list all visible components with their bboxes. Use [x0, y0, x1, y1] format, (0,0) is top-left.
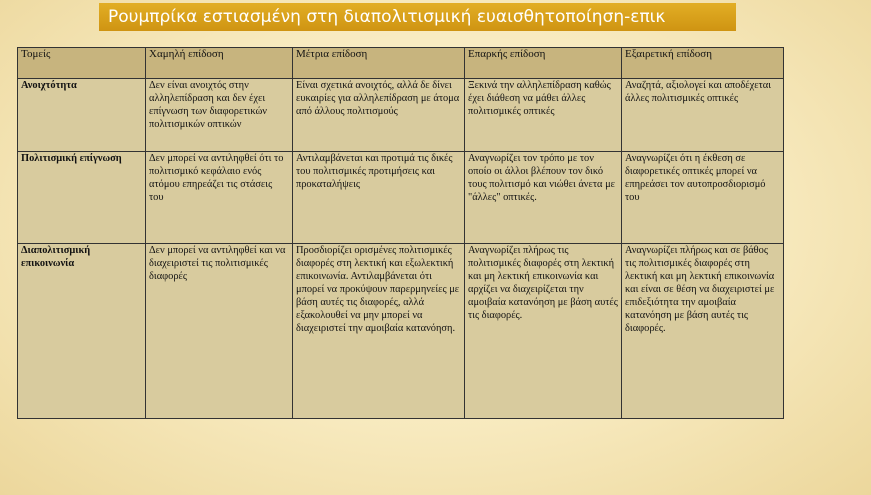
excellent-performance-cell: Αναζητά, αξιολογεί και αποδέχεται άλλες πολιτισμικές οπτικές	[622, 79, 784, 152]
adequate-performance-cell: Αναγνωρίζει πλήρως τις πολιτισμικές διαφορές στη λεκτική και μη λεκτική επικοινωνία και αρχίζει να διαχειρίζεται την αμοιβαία κατανόηση με βάση αυτές τις διαφορές.	[465, 244, 622, 419]
low-performance-cell: Δεν είναι ανοιχτός στην αλληλεπίδραση και δεν έχει επίγνωση των διαφορετικών πολιτισμικών οπτικών	[146, 79, 293, 152]
medium-performance-cell: Είναι σχετικά ανοιχτός, αλλά δε δίνει ευκαιρίες για αλληλεπίδραση με άτομα από άλλους πολιτισμούς	[293, 79, 465, 152]
rubric-table	[17, 47, 784, 419]
header-excellent-performance: Εξαιρετική επίδοση	[622, 48, 784, 79]
medium-performance-cell: Αντιλαμβάνεται και προτιμά τις δικές του πολιτισμικές προτιμήσεις και προκαταλήψεις	[293, 152, 465, 244]
header-low-performance: Χαμηλή επίδοση	[146, 48, 293, 79]
header-sectors: Τομείς	[18, 48, 146, 79]
table-header-row	[18, 48, 784, 79]
header-adequate-performance: Επαρκής επίδοση	[465, 48, 622, 79]
sector-cell: Πολιτισμική επίγνωση	[18, 152, 146, 244]
slide-title: Ρουμπρίκα εστιασμένη στη διαπολιτισμική ευαισθητοποίηση-επικ	[99, 3, 736, 31]
sector-cell: Ανοιχτότητα	[18, 79, 146, 152]
table-row-cultural-awareness	[18, 152, 784, 244]
adequate-performance-cell: Ξεκινά την αλληλεπίδραση καθώς έχει διάθεση να μάθει άλλες πολιτισμικές οπτικές	[465, 79, 622, 152]
excellent-performance-cell: Αναγνωρίζει πλήρως και σε βάθος τις πολιτισμικές διαφορές στη λεκτική και μη λεκτική επικοινωνία και είναι σε θέση να διαχειριστεί με επιδεξιότητα την αμοιβαία κατανόηση με βάση αυτές τις διαφορές.	[622, 244, 784, 419]
medium-performance-cell: Προσδιορίζει ορισμένες πολιτισμικές διαφορές στη λεκτική και εξωλεκτική επικοινωνία. Αντιλαμβάνεται ότι μπορεί να προκύψουν παρερμηνείες με βάση αυτές τις διαφορές, αλλά εξακολουθεί να μην μπορεί να διαχειριστεί την αμοιβαία κατανόηση.	[293, 244, 465, 419]
table-row-intercultural-communication	[18, 244, 784, 419]
low-performance-cell: Δεν μπορεί να αντιληφθεί και να διαχειριστεί τις πολιτισμικές διαφορές	[146, 244, 293, 419]
low-performance-cell: Δεν μπορεί να αντιληφθεί ότι το πολιτισμικό κεφάλαιο ενός ατόμου επηρεάζει τις στάσεις του	[146, 152, 293, 244]
excellent-performance-cell: Αναγνωρίζει ότι η έκθεση σε διαφορετικές οπτικές μπορεί να επηρεάσει τον αυτοπροσδιορισμό του	[622, 152, 784, 244]
sector-cell: Διαπολιτισμική επικοινωνία	[18, 244, 146, 419]
header-medium-performance: Μέτρια επίδοση	[293, 48, 465, 79]
adequate-performance-cell: Αναγνωρίζει τον τρόπο με τον οποίο οι άλλοι βλέπουν τον δικό τους πολιτισμό και νιώθει άνετα με "άλλες" οπτικές.	[465, 152, 622, 244]
table-row-openness	[18, 79, 784, 152]
